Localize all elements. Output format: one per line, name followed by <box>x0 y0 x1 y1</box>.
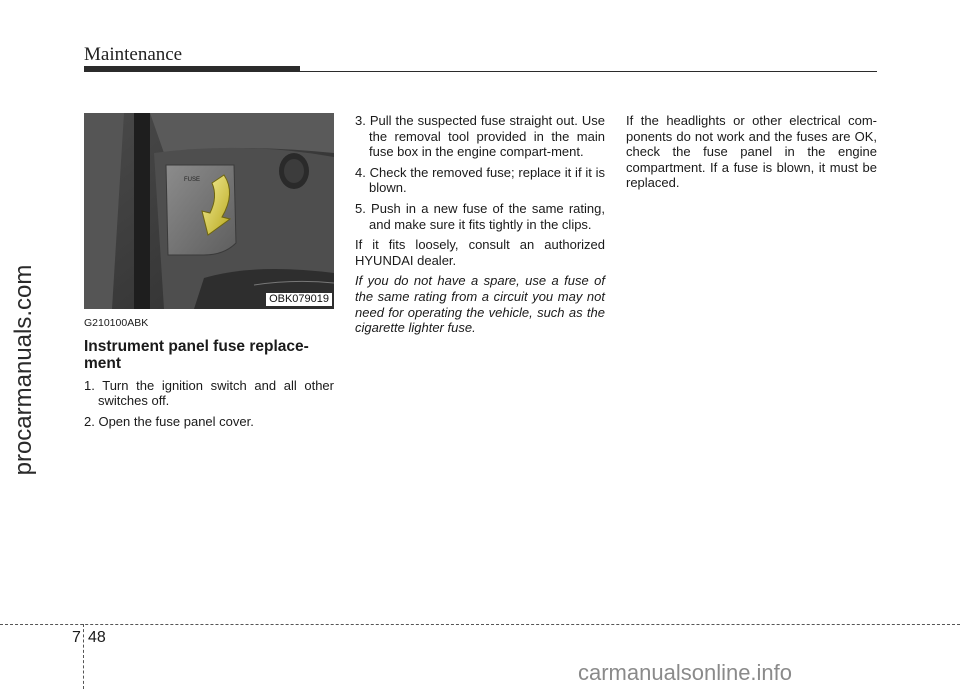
step-1: 1. Turn the ignition switch and all other switches off. <box>84 377 334 409</box>
engine-fuse-paragraph: If the headlights or other electrical com-ponents do not work and the fuses are OK, check the fuse panel in the engine compartment. If a fuse is blown, it must be replaced. <box>626 113 877 191</box>
step-4: 4. Check the removed fuse; replace it if it is blown. <box>355 164 605 196</box>
column-middle <box>355 113 605 336</box>
footer-divider <box>83 624 84 689</box>
column-right <box>626 113 877 196</box>
figure-code: OBK079019 <box>266 293 332 306</box>
chapter-number: 7 <box>72 629 81 646</box>
header-bar <box>84 66 300 72</box>
step-5: 5. Push in a new fuse of the same rating, and make sure it fits tightly in the clips. <box>355 200 605 232</box>
step-3: 3. Pull the suspected fuse straight out. Use the removal tool provided in the main fuse box in the engine compart-ment. <box>355 113 605 160</box>
column-left <box>84 316 334 434</box>
header-rule <box>300 71 877 72</box>
section-code: G210100ABK <box>84 317 149 329</box>
bottom-watermark: carmanualsonline.info <box>578 660 793 685</box>
footer-rule <box>0 624 960 625</box>
fuse-panel-label: FUSE <box>184 177 201 183</box>
loose-fit-paragraph: If it fits loosely, consult an authorized HYUNDAI dealer. <box>355 237 605 268</box>
section-title: Instrument panel fuse replace-ment <box>84 337 309 372</box>
side-watermark-text: procarmanuals.com <box>10 264 37 476</box>
fuse-panel-illustration <box>84 113 334 309</box>
page-header-title: Maintenance <box>84 44 183 65</box>
page-number: 48 <box>88 629 106 646</box>
side-watermark <box>4 240 44 500</box>
spare-fuse-note: If you do not have a spare, use a fuse of the same rating from a circuit you may not need for operating the vehicle, such as the cigarette lighter fuse. <box>355 273 605 336</box>
fuse-panel-photo <box>84 113 334 309</box>
step-2: 2. Open the fuse panel cover. <box>84 413 254 429</box>
